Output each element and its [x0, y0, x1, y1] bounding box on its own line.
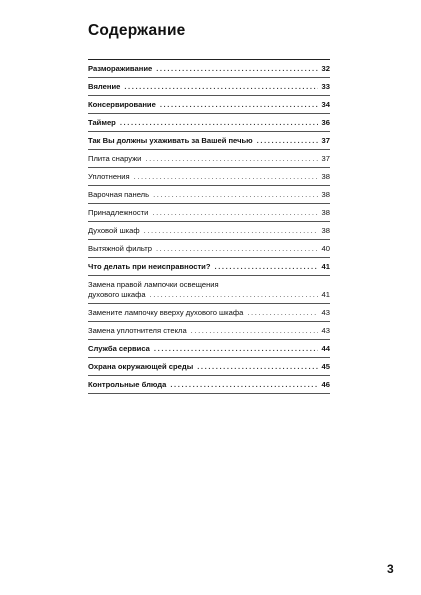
- toc-entry-label-line1: Замена правой лампочки освещения: [88, 280, 219, 289]
- toc-entry-page: 33: [321, 82, 330, 91]
- page-number: 3: [387, 562, 394, 576]
- toc-leader: [160, 100, 318, 110]
- toc-leader: [145, 154, 317, 164]
- toc-entry-label: духового шкафа: [88, 290, 146, 299]
- table-of-contents: [88, 59, 330, 394]
- toc-leader: [170, 380, 317, 390]
- toc-entry[interactable]: [88, 258, 330, 276]
- toc-entry-label: Что делать при неисправности?: [88, 262, 211, 271]
- toc-entry-page: 32: [321, 64, 330, 73]
- toc-entry-label: Размораживание: [88, 64, 153, 73]
- toc-entry-page: 45: [321, 362, 330, 371]
- toc-entry[interactable]: [88, 186, 330, 204]
- toc-leader: [197, 362, 317, 372]
- toc-entry-label: Замена уплотнителя стекла: [88, 326, 187, 335]
- toc-leader: [156, 64, 317, 74]
- toc-leader: [154, 344, 318, 354]
- toc-entry[interactable]: [88, 276, 330, 304]
- toc-entry-label: Варочная панель: [88, 190, 150, 199]
- toc-entry-page: 43: [321, 308, 330, 317]
- toc-leader: [156, 244, 318, 254]
- toc-entry-page: 38: [321, 172, 330, 181]
- toc-entry[interactable]: [88, 376, 330, 394]
- toc-leader: [144, 226, 318, 236]
- toc-entry-page: 40: [321, 244, 330, 253]
- toc-entry[interactable]: [88, 132, 330, 150]
- toc-entry[interactable]: [88, 150, 330, 168]
- toc-leader: [247, 308, 317, 318]
- toc-entry-page: 43: [321, 326, 330, 335]
- toc-entry[interactable]: [88, 60, 330, 78]
- toc-entry-page: 37: [321, 136, 330, 145]
- toc-entry-label: Плита снаружи: [88, 154, 142, 163]
- toc-entry[interactable]: [88, 114, 330, 132]
- toc-leader: [134, 172, 318, 182]
- toc-entry[interactable]: [88, 96, 330, 114]
- toc-entry-label: Вытяжной фильтр: [88, 244, 152, 253]
- toc-entry[interactable]: [88, 222, 330, 240]
- toc-entry[interactable]: [88, 168, 330, 186]
- toc-entry-label: Духовой шкаф: [88, 226, 140, 235]
- toc-entry-page: 41: [321, 262, 330, 271]
- toc-leader: [215, 262, 318, 272]
- toc-leader: [153, 190, 317, 200]
- toc-entry-label: Контрольные блюда: [88, 380, 167, 389]
- toc-entry-label: Уплотнения: [88, 172, 130, 181]
- toc-leader: [120, 118, 318, 128]
- toc-entry[interactable]: [88, 322, 330, 340]
- toc-entry-page: 36: [321, 118, 330, 127]
- toc-entry-page: 38: [321, 190, 330, 199]
- toc-entry[interactable]: [88, 204, 330, 222]
- toc-entry[interactable]: [88, 340, 330, 358]
- toc-entry[interactable]: [88, 78, 330, 96]
- toc-entry[interactable]: [88, 358, 330, 376]
- toc-leader: [150, 290, 318, 300]
- toc-entry[interactable]: [88, 240, 330, 258]
- toc-entry-page: 44: [321, 344, 330, 353]
- toc-entry-label: Вяление: [88, 82, 121, 91]
- toc-entry-label: Принадлежности: [88, 208, 149, 217]
- toc-entry-page: 41: [321, 290, 330, 299]
- toc-entry-page: 37: [321, 154, 330, 163]
- toc-entry-page: 46: [321, 380, 330, 389]
- toc-leader: [152, 208, 317, 218]
- toc-entry-label: Замените лампочку вверху духового шкафа: [88, 308, 244, 317]
- toc-entry-page: 34: [321, 100, 330, 109]
- toc-entry-page: 38: [321, 208, 330, 217]
- page-title: Содержание: [88, 22, 186, 39]
- toc-entry[interactable]: [88, 304, 330, 322]
- toc-entry-label: Охрана окружающей среды: [88, 362, 194, 371]
- toc-leader: [257, 136, 318, 146]
- toc-leader: [191, 326, 318, 336]
- toc-entry-label: Консервирование: [88, 100, 156, 109]
- toc-entry-label: Служба сервиса: [88, 344, 150, 353]
- toc-leader: [124, 82, 317, 92]
- toc-entry-label: Таймер: [88, 118, 116, 127]
- toc-entry-page: 38: [321, 226, 330, 235]
- toc-entry-label: Так Вы должны ухаживать за Вашей печью: [88, 136, 253, 145]
